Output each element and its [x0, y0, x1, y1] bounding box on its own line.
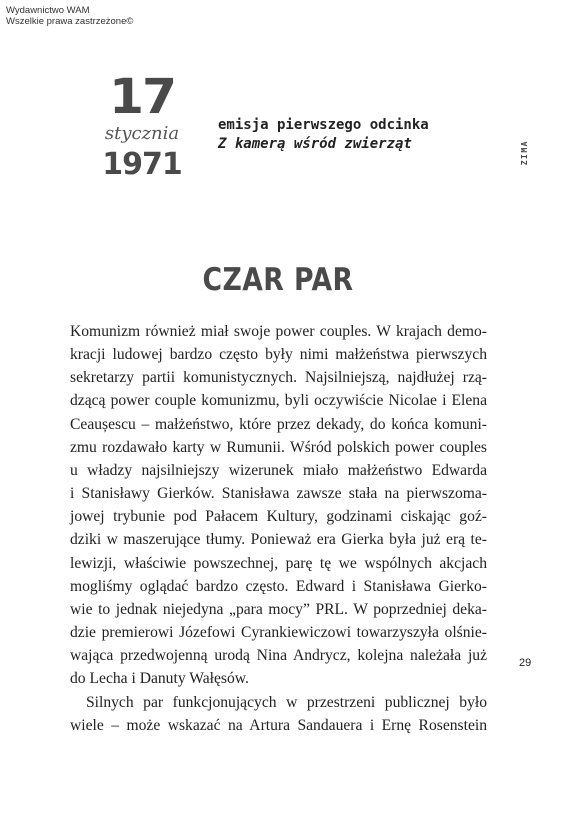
text-line: zmu rozdawało karty w Rumunii. Wśród polskich power couples — [70, 438, 487, 456]
copyright-notice: Wszelkie prawa zastrzeżone© — [6, 16, 134, 27]
text-line: dzie premierowi Józefowi Cyrankiewiczowi towarzyszyła olśnie- — [70, 624, 487, 642]
episode-note — [218, 116, 429, 154]
episode-line-2: Z kamerą wśród zwierząt — [218, 136, 412, 152]
text-line: wająca przedwojenną urodą Nina Andrycz, kolejna należała już — [70, 647, 487, 665]
text-line: kracji ludowej bardzo często były nimi małżeństwa pierwszych — [70, 346, 487, 364]
text-line: wie to jednak niejedyna „para mocy” PRL. W poprzedniej deka- — [70, 600, 487, 618]
body-text — [70, 320, 487, 737]
text-line: wiele – może wskazać na Artura Sandauera i Ernę Rosenstein — [70, 716, 487, 734]
chapter-heading: CZAR PAR — [202, 262, 354, 298]
date-day: 17 — [109, 69, 175, 125]
text-line: jowej trybunie pod Pałacem Kultury, godzinami ciskając goź- — [70, 508, 487, 526]
text-line: dziki w maszerujące tłumy. Ponieważ era Gierka była już erą te- — [70, 531, 487, 549]
page-number: 29 — [519, 657, 532, 669]
text-line: sekretarzy partii komunistycznych. Najsilniejszą, najdłużej rzą- — [70, 369, 487, 387]
text-line: i Stanisławy Gierków. Stanisława zawsze stała na pierwszoma- — [70, 485, 487, 503]
text-line: lewizji, właściwie powszechnej, parę tę we wspólnych akcjach — [70, 554, 487, 572]
paragraph — [70, 320, 487, 691]
publisher-name: Wydawnictwo WAM — [6, 5, 90, 16]
text-line: Komunizm również miał swoje power couples. W krajach demo- — [70, 323, 487, 340]
episode-line-1: emisja pierwszego odcinka — [218, 117, 429, 133]
text-line: dzącą power couple komunizmu, byli oczywiście Nicolae i Elena — [70, 392, 487, 410]
publisher-notice — [6, 5, 133, 27]
text-line: Silnych par funkcjonujących w przestrzeni publicznej było — [86, 693, 487, 711]
text-line: mogliśmy oglądać bardzo często. Edward i Stanisława Gierko- — [70, 577, 487, 595]
text-line: do Lecha i Danuty Wałęsów. — [70, 670, 249, 688]
date-month: stycznia — [104, 123, 180, 144]
paragraph — [70, 691, 487, 737]
text-line: Ceaușescu – małżeństwo, które przez dekady, do końca komuni- — [70, 415, 487, 433]
date-year: 1971 — [102, 147, 182, 182]
season-label: ZIMA — [520, 140, 529, 166]
text-line: u władzy najsilniejszy wizerunek miało małżeństwo Edwarda — [70, 461, 487, 479]
date-block — [92, 69, 192, 182]
